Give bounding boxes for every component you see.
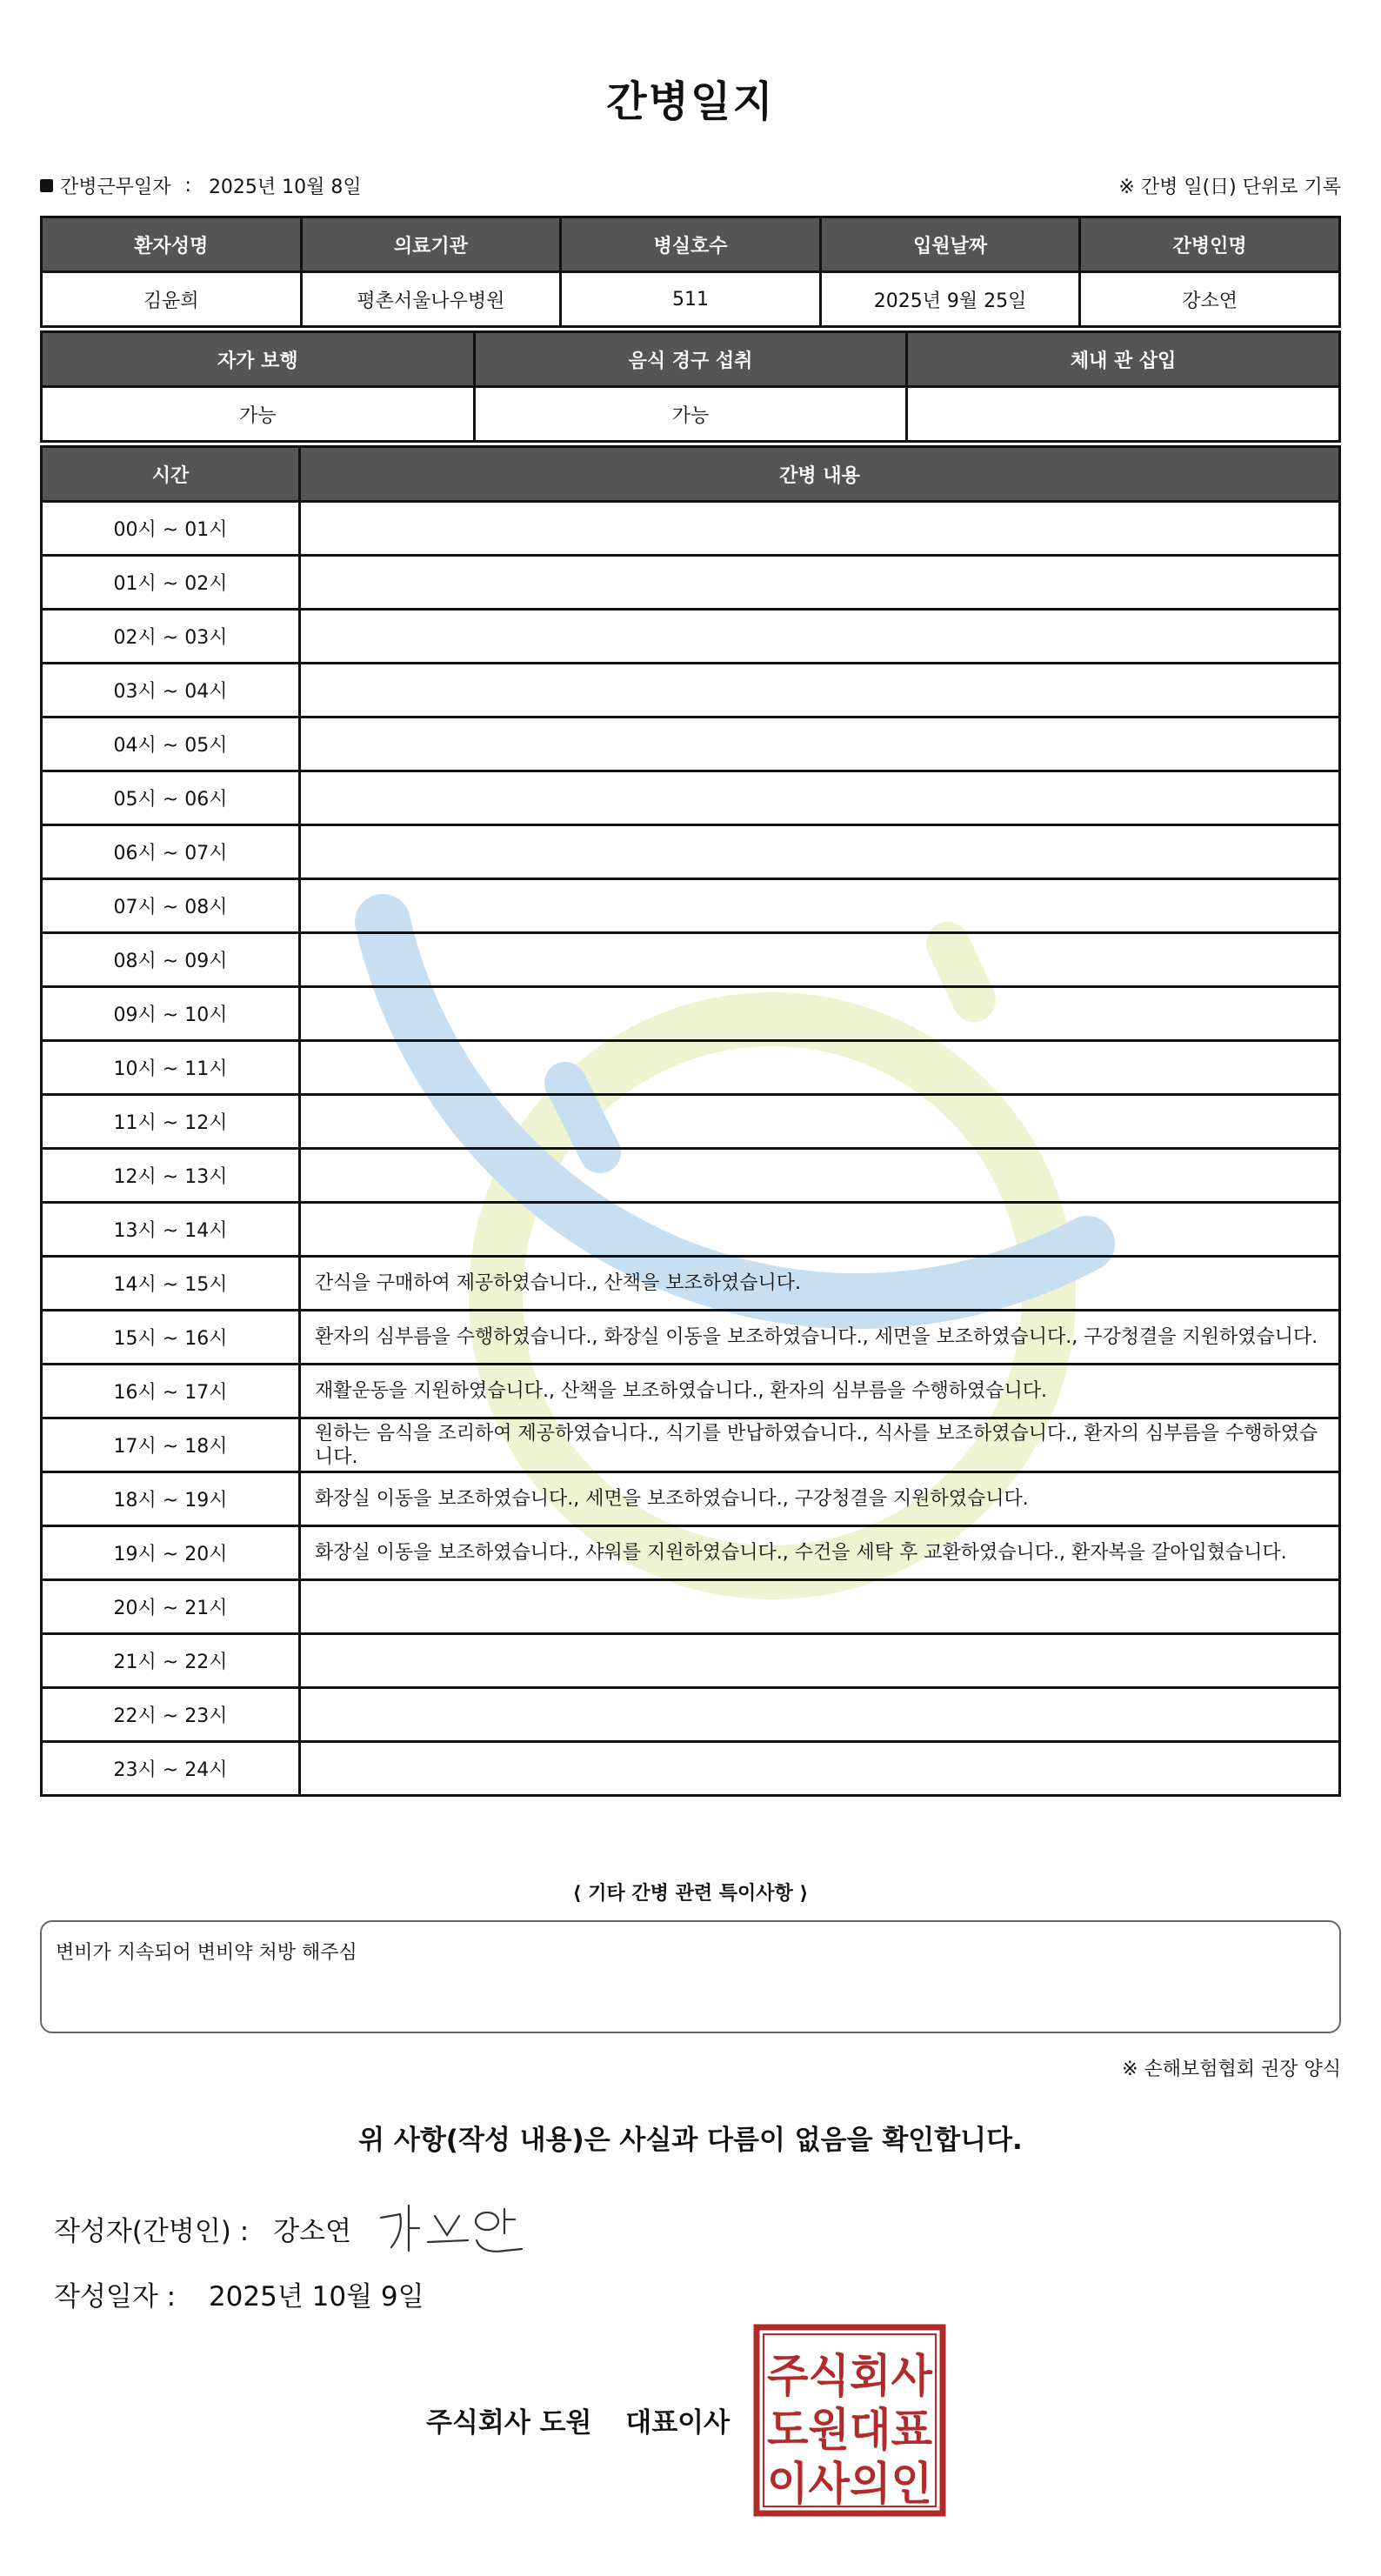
company-line: [426, 2400, 730, 2439]
table-row: [42, 1149, 1340, 1203]
writer-label: 작성자(간병인) :: [54, 2216, 250, 2247]
work-date-value: 2025년 10월 8일: [208, 177, 362, 198]
time-cell: 13시 ~ 14시: [42, 1203, 300, 1257]
header-care-content: 간병 내용: [300, 447, 1340, 502]
care-content-cell: [300, 610, 1340, 664]
care-content-cell: 재활운동을 지원하였습니다., 산책을 보조하였습니다., 환자의 심부름을 수행하였습니다.: [300, 1365, 1340, 1418]
table-row: [42, 771, 1340, 825]
svg-text:이사의인: 이사의인: [767, 2459, 932, 2511]
table-row: [42, 1634, 1340, 1688]
handwritten-signature: [374, 2193, 539, 2263]
care-content-cell: [300, 1149, 1340, 1203]
work-date-colon: :: [184, 175, 191, 197]
table-row: [42, 1742, 1340, 1796]
hourly-care-log-table: [40, 445, 1341, 1797]
written-date-value: 2025년 10월 9일: [208, 2281, 424, 2312]
tube-insertion-value: [907, 387, 1340, 442]
table-row: [42, 502, 1340, 556]
table-row: [42, 610, 1340, 664]
company-rep-title: 대표이사: [625, 2407, 731, 2439]
bullet-square-icon: [40, 179, 53, 192]
time-cell: 07시 ~ 08시: [42, 879, 300, 933]
care-content-cell: [300, 717, 1340, 771]
time-cell: 09시 ~ 10시: [42, 987, 300, 1041]
time-cell: 04시 ~ 05시: [42, 717, 300, 771]
care-content-cell: [300, 664, 1340, 717]
time-cell: 02시 ~ 03시: [42, 610, 300, 664]
care-content-cell: 화장실 이동을 보조하였습니다., 샤워를 지원하였습니다., 수건을 세탁 후 교환하였습니다., 환자복을 갈아입혔습니다.: [300, 1526, 1340, 1580]
header-room: 병실호수: [561, 217, 821, 272]
table-row: [42, 1203, 1340, 1257]
care-content-cell: [300, 879, 1340, 933]
log-rows: [42, 502, 1340, 1796]
table-row: [42, 879, 1340, 933]
table-row: [42, 1095, 1340, 1149]
table-row: [42, 664, 1340, 717]
patient-info-table: [40, 216, 1341, 328]
header-admission-date: 입원날짜: [820, 217, 1080, 272]
written-date-line: [54, 2274, 424, 2313]
svg-text:도원대표: 도원대표: [767, 2405, 932, 2457]
care-content-cell: [300, 502, 1340, 556]
time-cell: 00시 ~ 01시: [42, 502, 300, 556]
time-cell: 16시 ~ 17시: [42, 1365, 300, 1418]
self-walking-value: 가능: [42, 387, 475, 442]
caregiver-name: 강소연: [1080, 272, 1340, 327]
svg-text:주식회사: 주식회사: [767, 2351, 933, 2403]
header-time: 시간: [42, 447, 300, 502]
care-content-cell: [300, 1634, 1340, 1688]
care-content-cell: [300, 556, 1340, 610]
care-content-cell: 환자의 심부름을 수행하였습니다., 화장실 이동을 보조하였습니다., 세면을 보조하였습니다., 구강청결을 지원하였습니다.: [300, 1311, 1340, 1365]
time-cell: 01시 ~ 02시: [42, 556, 300, 610]
company-seal-stamp: [753, 2324, 946, 2517]
confirmation-statement: 위 사항(작성 내용)은 사실과 다름이 없음을 확인합니다.: [358, 2125, 1023, 2156]
header-hospital: 의료기관: [301, 217, 561, 272]
care-content-cell: 화장실 이동을 보조하였습니다., 세면을 보조하였습니다., 구강청결을 지원하였습니다.: [300, 1472, 1340, 1526]
care-content-cell: [300, 825, 1340, 879]
table-row: [42, 987, 1340, 1041]
care-content-cell: [300, 1688, 1340, 1742]
care-content-cell: [300, 1041, 1340, 1095]
table-row: [42, 825, 1340, 879]
table-row: [42, 1257, 1340, 1311]
table-row: [42, 1365, 1340, 1418]
header-self-walking: 자가 보행: [42, 332, 475, 387]
unit-note: ※ 간병 일(日) 단위로 기록: [1118, 177, 1341, 198]
care-content-cell: [300, 1203, 1340, 1257]
time-cell: 21시 ~ 22시: [42, 1634, 300, 1688]
time-cell: 18시 ~ 19시: [42, 1472, 300, 1526]
table-row: [42, 1418, 1340, 1472]
time-cell: 05시 ~ 06시: [42, 771, 300, 825]
care-content-cell: [300, 987, 1340, 1041]
table-row: [42, 1526, 1340, 1580]
table-row: [42, 1580, 1340, 1634]
work-date: [40, 172, 362, 199]
header-oral-intake: 음식 경구 섭취: [474, 332, 907, 387]
writer-name: 강소연: [273, 2216, 352, 2247]
care-content-cell: [300, 1742, 1340, 1796]
time-cell: 03시 ~ 04시: [42, 664, 300, 717]
time-cell: 08시 ~ 09시: [42, 933, 300, 987]
hospital-name: 평촌서울나우병원: [301, 272, 561, 327]
work-date-label: 간병근무일자: [60, 177, 171, 198]
care-content-cell: 간식을 구매하여 제공하였습니다., 산책을 보조하였습니다.: [300, 1257, 1340, 1311]
time-cell: 14시 ~ 15시: [42, 1257, 300, 1311]
document-title: 간병일지: [606, 77, 775, 126]
company-name: 주식회사 도원: [426, 2407, 592, 2439]
care-content-cell: [300, 771, 1340, 825]
care-content-cell: [300, 933, 1340, 987]
room-number: 511: [561, 272, 821, 327]
table-row: [42, 933, 1340, 987]
table-row: [42, 717, 1340, 771]
association-note: ※ 손해보험협회 권장 양식: [1122, 2059, 1341, 2080]
admission-date: 2025년 9월 25일: [820, 272, 1080, 327]
time-cell: 22시 ~ 23시: [42, 1688, 300, 1742]
oral-intake-value: 가능: [474, 387, 907, 442]
notes-box: [40, 1920, 1341, 2033]
table-row: [42, 556, 1340, 610]
time-cell: 17시 ~ 18시: [42, 1418, 300, 1472]
time-cell: 11시 ~ 12시: [42, 1095, 300, 1149]
care-content-cell: [300, 1095, 1340, 1149]
time-cell: 19시 ~ 20시: [42, 1526, 300, 1580]
time-cell: 12시 ~ 13시: [42, 1149, 300, 1203]
care-content-cell: [300, 1580, 1340, 1634]
care-content-cell: 원하는 음식을 조리하여 제공하였습니다., 식기를 반납하였습니다., 식사를 보조하였습니다., 환자의 심부름을 수행하였습니다.: [300, 1418, 1340, 1472]
table-row: [42, 1311, 1340, 1365]
writer-line: [54, 2209, 351, 2248]
patient-status-table: [40, 330, 1341, 443]
time-cell: 15시 ~ 16시: [42, 1311, 300, 1365]
patient-name: 김윤희: [42, 272, 302, 327]
notes-content: 변비가 지속되어 변비약 처방 해주심: [56, 1942, 357, 1964]
header-caregiver: 간병인명: [1080, 217, 1340, 272]
time-cell: 10시 ~ 11시: [42, 1041, 300, 1095]
header-patient-name: 환자성명: [42, 217, 302, 272]
table-row: [42, 1472, 1340, 1526]
time-cell: 06시 ~ 07시: [42, 825, 300, 879]
header-tube-insertion: 체내 관 삽입: [907, 332, 1340, 387]
time-cell: 20시 ~ 21시: [42, 1580, 300, 1634]
written-date-label: 작성일자 :: [54, 2281, 177, 2312]
table-row: [42, 1041, 1340, 1095]
time-cell: 23시 ~ 24시: [42, 1742, 300, 1796]
notes-title: ⟨ 기타 간병 관련 특이사항 ⟩: [572, 1883, 809, 1905]
table-row: [42, 1688, 1340, 1742]
